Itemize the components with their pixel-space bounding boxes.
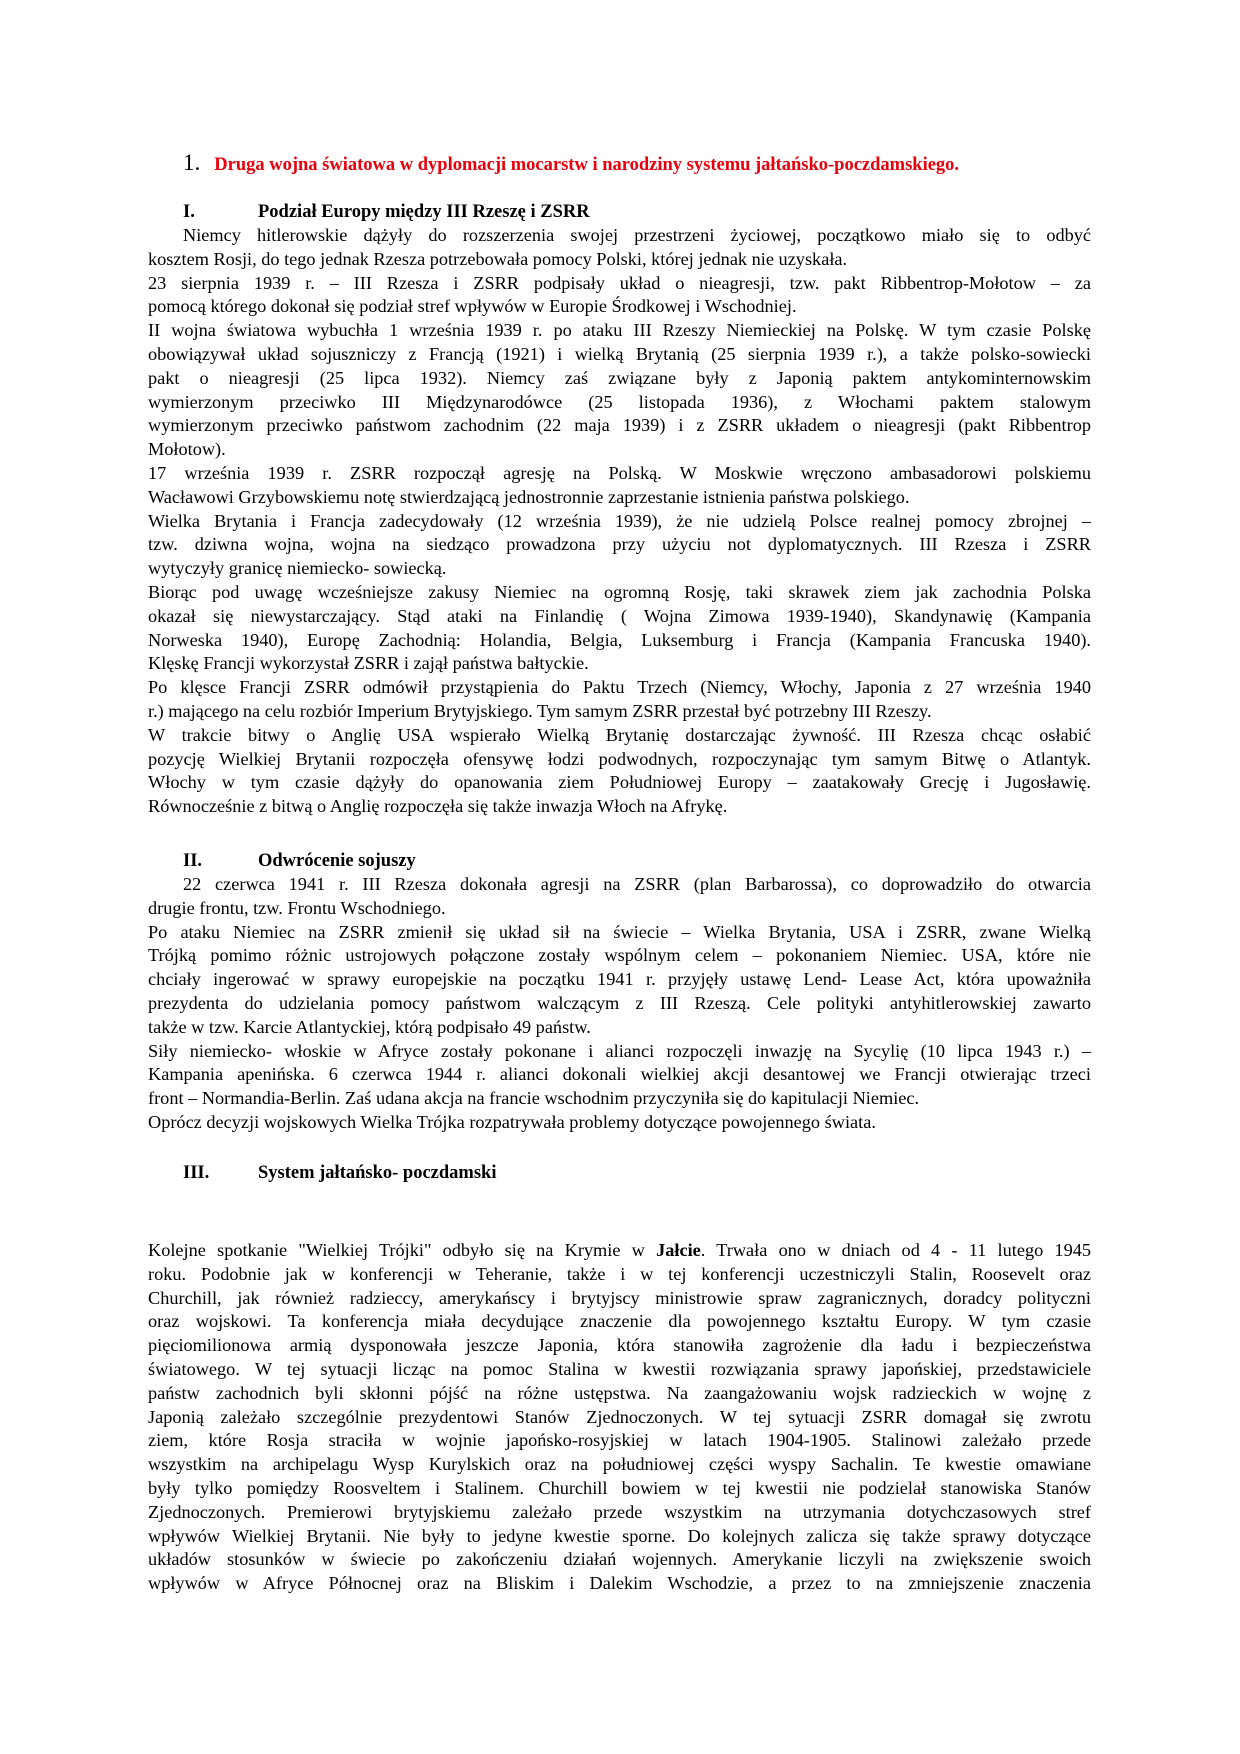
- text-line: Niemcy hitlerowskie dążyły do rozszerzenia swojej przestrzeni życiowej, początkowo miało się to odbyć: [183, 225, 1091, 245]
- text-line: II wojna światowa wybuchła 1 września 1939 r. po ataku III Rzeszy Niemieckiej na Polskę. W tym czasie Polskę: [148, 320, 1091, 341]
- text-line: roku. Podobnie jak w konferencji w Teheranie, także i w tej konferencji uczestniczyli Stalin, Roosevelt oraz: [148, 1263, 1091, 1284]
- text-line: Wielka Brytania i Francja zadecydowały (12 września 1939), że nie udzielą Polsce realnej pomocy zbrojnej –: [148, 510, 1091, 531]
- paragraph: [148, 319, 1091, 462]
- text-line: 22 czerwca 1941 r. III Rzesza dokonała agresji na ZSRR (plan Barbarossa), co doprowadziło do otwarcia: [183, 874, 1091, 894]
- section-heading-text: Podział Europy między III Rzeszę i ZSRR: [258, 202, 590, 222]
- text-line: Klęskę Francji wykorzystał ZSRR i zajął państwa bałtyckie.: [148, 653, 589, 674]
- bold-text: Jałcie: [656, 1240, 701, 1260]
- section-odwrocenie-sojuszy: [148, 849, 1091, 1135]
- paragraph: [148, 462, 1091, 510]
- text-line: Zjednoczonych. Premierowi brytyjskiemu zależało przede wszystkim na utrzymania dotychczasowych stref: [148, 1501, 1091, 1522]
- text-line: pozycję Wielkiej Brytanii rozpoczęła ofensywę łodzi podwodnych, rozpoczynając tym samym Bitwę o Atlantyk.: [148, 748, 1091, 769]
- section-heading-text: System jałtańsko- poczdamski: [258, 1163, 497, 1183]
- text-line: wytyczyły granicę niemiecko- sowiecką.: [148, 558, 447, 579]
- text-run: . Trwała ono w dniach od 4 - 11 lutego 1945: [700, 1240, 1091, 1260]
- section-number: II.: [183, 851, 203, 871]
- text-line: drugie frontu, tzw. Frontu Wschodniego.: [148, 897, 446, 918]
- text-line: Po ataku Niemiec na ZSRR zmienił się układ sił na świecie – Wielka Brytania, USA i ZSRR, zwane Wielką: [148, 921, 1091, 942]
- text-line: r.) mającego na celu rozbiór Imperium Brytyjskiego. Tym samym ZSRR przestał być potrzebny III Rzeszy.: [148, 700, 932, 721]
- text-line: prezydenta do udzielania pomocy państwom walczącym z III Rzeszą. Cele polityki antyhitlerowskiej zawarto: [148, 992, 1091, 1013]
- paragraph: [148, 224, 1091, 272]
- section-number: III.: [183, 1163, 210, 1183]
- text-line: obowiązywał układ sojuszniczy z Francją (1921) i wielką Brytanią (25 sierpnia 1939 r.), a także polsko-sowiecki: [148, 343, 1091, 364]
- text-line: 23 sierpnia 1939 r. – III Rzesza i ZSRR podpisały układ o nieagresji, tzw. pakt Ribbentrop-Mołotow – za: [148, 272, 1091, 293]
- text-line: 17 września 1939 r. ZSRR rozpoczął agresję na Polską. W Moskwie wręczono ambasadorowi polskiemu: [148, 462, 1091, 483]
- paragraph: [148, 581, 1091, 676]
- text-line: Po klęsce Francji ZSRR odmówił przystąpienia do Paktu Trzech (Niemcy, Włochy, Japonia z 27 września 1940: [148, 677, 1091, 698]
- text-line: tzw. dziwna wojna, wojna na siedząco prowadzona przy użyciu not dyplomatycznych. III Rzesza i ZSRR: [148, 534, 1091, 555]
- paragraph: [148, 510, 1091, 581]
- section-system-jaltansko-poczdamski: [148, 1161, 1091, 1185]
- text-line: wszystkim na archipelagu Wysp Kurylskich oraz na południowej części wyspy Sachalin. Te kwestie omawiane: [148, 1454, 1091, 1475]
- text-line: Biorąc pod uwagę wcześniejsze zakusy Niemiec na ogromną Rosję, taki skrawek ziem jak zachodnia Polska: [148, 581, 1091, 602]
- paragraph: [148, 1111, 1091, 1135]
- text-line: chciały ingerować w sprawy europejskie na początku 1941 r. przyjęły ustawę Lend- Lease Act, która upoważniła: [148, 969, 1091, 990]
- text-line: państw zachodnich byli skłonni pójść na różne ustępstwa. Na zaangażowaniu wojsk radzieckich w wojnę z: [148, 1382, 1091, 1403]
- text-line: [148, 1239, 1091, 1263]
- paragraph: [148, 921, 1091, 1040]
- text-line: Wacławowi Grzybowskiemu notę stwierdzającą jednostronnie zaprzestanie istnienia państwa polskiego.: [148, 486, 910, 507]
- text-line: Siły niemiecko- włoskie w Afryce zostały pokonane i alianci rozpoczęli inwazję na Sycylię (10 lipca 1943 r.) –: [148, 1040, 1091, 1061]
- section-heading: [148, 1161, 1091, 1185]
- paragraph: [148, 1239, 1091, 1596]
- text-line: kosztem Rosji, do tego jednak Rzesza potrzebowała pomocy Polski, której jednak nie uzyskała.: [148, 248, 848, 269]
- text-line: pakt o nieagresji (25 lipca 1932). Niemcy zaś związane były z Japonią paktem antykominternowskim: [148, 367, 1091, 388]
- paragraph: [148, 676, 1091, 724]
- paragraph: [148, 724, 1091, 819]
- text-line: były tylko pomiędzy Roosveltem i Stalinem. Churchill bowiem w tej kwestii nie podzielał stanowiska Stanów: [148, 1477, 1091, 1498]
- text-line: pięciomilionowa armią dysponowała jeszcze Japonia, która stanowiła zagrożenie dla ładu i bezpieczeństwa: [148, 1335, 1091, 1356]
- text-line: wpływów w Afryce Północnej oraz na Bliskim i Dalekim Wschodzie, a przez to na zmniejszenie znaczenia: [148, 1573, 1091, 1594]
- paragraph: [148, 272, 1091, 320]
- text-line: także w tzw. Karcie Atlantyckiej, którą podpisało 49 państw.: [148, 1016, 591, 1037]
- text-line: wymierzonym przeciwko III Międzynarodówce (25 listopada 1936), z Włochami paktem stalowym: [148, 391, 1091, 412]
- section-jalta-text: [148, 1239, 1091, 1596]
- text-line: wymierzonym przeciwko państwom zachodnim (22 maja 1939) i z ZSRR układem o nieagresji (pakt Ribbentrop: [148, 415, 1091, 436]
- text-line: okazał się niewystarczający. Stąd ataki na Finlandię ( Wojna Zimowa 1939-1940), Skandynawię (Kampania: [148, 605, 1091, 626]
- text-line: układów stosunków w świecie po zakończeniu działań wojennych. Amerykanie liczyli na zwiększenie swoich: [148, 1549, 1091, 1570]
- text-line: pomocą którego dokonał się podział stref wpływów w Europie Środkowej i Wschodniej.: [148, 296, 797, 317]
- section-heading: [148, 200, 1091, 224]
- text-line: Trójką pomimo różnic ustrojowych połączone zostały wspólnym celem – pokonaniem Niemiec. USA, które nie: [148, 945, 1091, 966]
- text-line: światowego. W tej sytuacji licząc na pomoc Stalina w kwestii rozwiązania sprawy japońskiej, przedstawiciele: [148, 1358, 1091, 1379]
- text-line: wpływów Wielkiej Brytanii. Nie były to jedyne kwestie sporne. Do kolejnych zalicza się także sprawy dotyczące: [148, 1525, 1091, 1546]
- title-text: Druga wojna światowa w dyplomacji mocarstw i narodziny systemu jałtańsko-poczdamskiego.: [214, 155, 960, 175]
- text-line: Równocześnie z bitwą o Anglię rozpoczęła się także inwazja Włoch na Afrykę.: [148, 796, 728, 817]
- section-podzial-europy: [148, 200, 1091, 819]
- text-line: Churchill, jak również radzieccy, amerykańscy i brytyjscy ministrowie spraw zagranicznych, doradcy polityczni: [148, 1287, 1091, 1308]
- text-line: oraz wojskowi. Ta konferencja miała decydujące znaczenie dla powojennego kształtu Europy. W tym czasie: [148, 1311, 1091, 1332]
- section-heading: [148, 849, 1091, 873]
- document-title: [183, 150, 1103, 176]
- text-line: W trakcie bitwy o Anglię USA wspierało Wielką Brytanię dostarczając żywność. III Rzesza chcąc osłabić: [148, 724, 1091, 745]
- text-line: Oprócz decyzji wojskowych Wielka Trójka rozpatrywała problemy dotyczące powojennego świata.: [148, 1111, 876, 1132]
- paragraph: [148, 1040, 1091, 1111]
- text-line: front – Normandia-Berlin. Zaś udana akcja na francie wschodnim przyczyniła się do kapitulacji Niemiec.: [148, 1088, 920, 1109]
- section-heading-text: Odwrócenie sojuszy: [258, 851, 416, 871]
- text-line: Norweska 1940), Europę Zachodnią: Holandia, Belgia, Luksemburg i Francja (Kampania Francuska 1940).: [148, 629, 1091, 650]
- paragraph: [148, 873, 1091, 921]
- text-line: Włochy w tym czasie dążyły do opanowania ziem Południowej Europy – zaatakowały Grecję i Jugosławię.: [148, 772, 1091, 793]
- text-line: Japonią zależało szczególnie prezydentowi Stanów Zjednoczonych. W tej sytuacji ZSRR domagał się zwrotu: [148, 1406, 1091, 1427]
- text-run: Kolejne spotkanie "Wielkiej Trójki" odbyło się na Krymie w: [148, 1240, 657, 1260]
- text-line: Mołotow).: [148, 439, 226, 460]
- section-number: I.: [183, 202, 195, 222]
- text-line: ziem, które Rosja straciła w wojnie japońsko-rosyjskiej w latach 1904-1905. Stalinowi zależało przede: [148, 1430, 1091, 1451]
- title-number: 1.: [183, 150, 201, 175]
- text-line: Kampania apenińska. 6 czerwca 1944 r. alianci dokonali wielkiej akcji desantowej we Francji otwierając trzeci: [148, 1064, 1091, 1085]
